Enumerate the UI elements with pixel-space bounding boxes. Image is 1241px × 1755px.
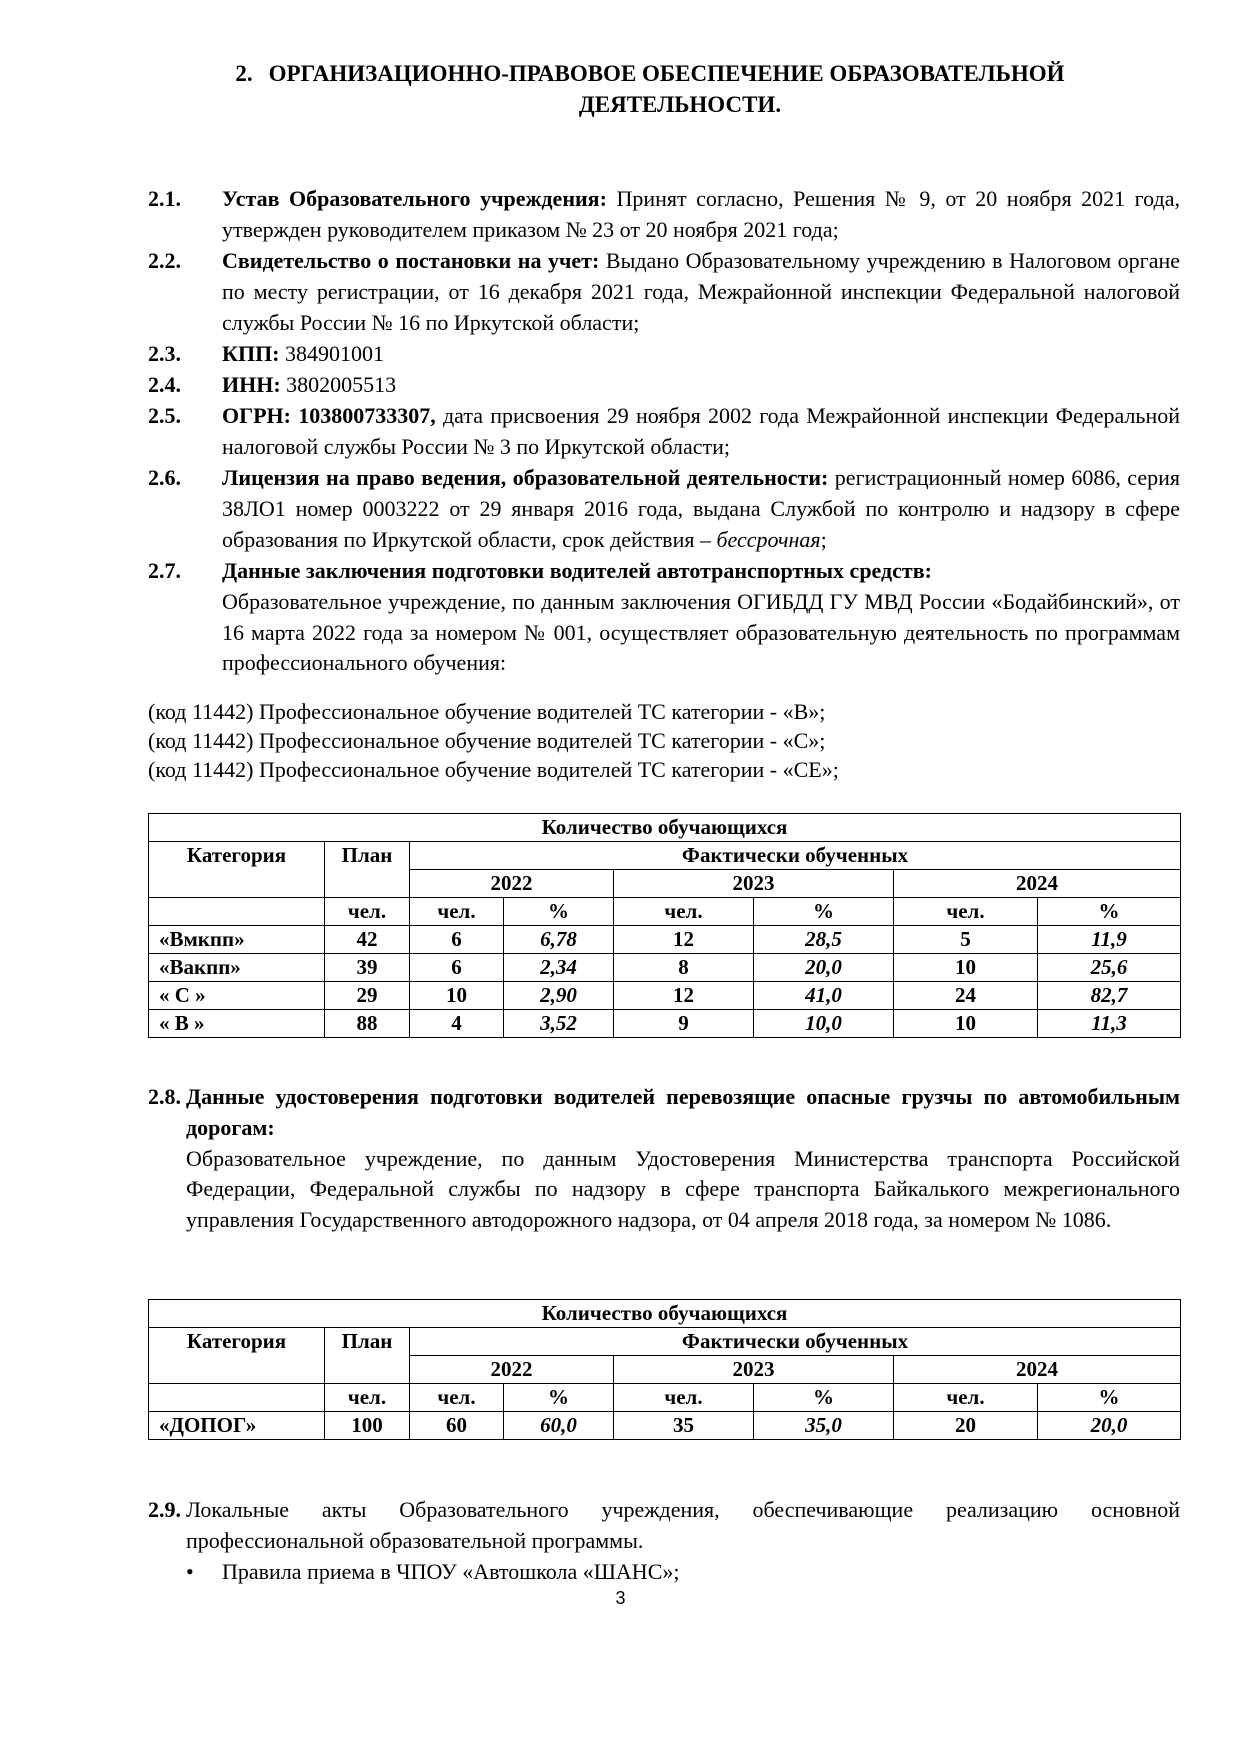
col-unit-people: чел. xyxy=(325,1384,410,1412)
cell-2023-people: 9 xyxy=(614,1010,754,1038)
cell-plan: 88 xyxy=(325,1010,410,1038)
item-label: ИНН: xyxy=(222,372,281,397)
list-item-text: Правила приема в ЧПОУ «Автошкола «ШАНС»; xyxy=(222,1559,680,1584)
item-text: Выдано Образовательному учреждению в Налоговом органе по месту регистрации, от 16 декабря 2021 года, Межрайонной инспекции Федеральной налоговой службы России № 16 по Иркутской области; xyxy=(222,248,1181,335)
cell-2022-percent: 2,90 xyxy=(504,982,614,1010)
item-italic: бессрочная xyxy=(716,526,821,552)
table-title: Количество обучающихся xyxy=(149,1300,1181,1328)
section-number: 2.9. xyxy=(148,1497,181,1522)
col-unit-percent: % xyxy=(504,898,614,926)
item-2-2 xyxy=(148,246,1180,338)
col-empty xyxy=(149,1384,325,1412)
col-year-2024: 2024 xyxy=(894,1356,1181,1384)
section-2-9 xyxy=(148,1495,1180,1557)
cell-2024-percent: 82,7 xyxy=(1038,982,1181,1010)
item-2-1 xyxy=(148,184,1180,246)
cell-plan: 100 xyxy=(325,1412,410,1440)
cell-2023-percent: 10,0 xyxy=(754,1010,894,1038)
cell-2024-percent: 11,3 xyxy=(1038,1010,1181,1038)
col-year-2022: 2022 xyxy=(410,1356,614,1384)
students-table-1 xyxy=(148,813,1181,1038)
item-2-4 xyxy=(148,370,1180,401)
item-number: 2.3. xyxy=(148,341,181,366)
col-plan: План xyxy=(325,842,410,898)
col-category: Категория xyxy=(149,842,325,898)
col-unit-percent: % xyxy=(754,898,894,926)
cell-plan: 39 xyxy=(325,954,410,982)
section-number: 2.8. xyxy=(148,1084,181,1109)
item-2-3 xyxy=(148,339,1180,370)
cell-plan: 29 xyxy=(325,982,410,1010)
heading-line1: ОРГАНИЗАЦИОННО-ПРАВОВОЕ ОБЕСПЕЧЕНИЕ ОБРАЗОВАТЕЛЬНОЙ xyxy=(268,61,1065,86)
col-plan: План xyxy=(325,1328,410,1384)
cell-2024-people: 5 xyxy=(894,926,1038,954)
item-2-7 xyxy=(148,556,1180,679)
col-year-2024: 2024 xyxy=(894,870,1181,898)
col-unit-percent: % xyxy=(1038,1384,1181,1412)
item-label: Лицензия на право ведения, образовательной деятельности: xyxy=(222,465,829,490)
cell-2022-people: 6 xyxy=(410,954,504,982)
cell-category: «Вмкпп» xyxy=(149,926,325,954)
heading-number: 2. xyxy=(235,61,253,86)
item-tail: ; xyxy=(820,526,827,552)
section-text: Образовательное учреждение, по данным Удостоверения Министерства транспорта Российской Федерации, Федеральной службы по надзору в сфере транспорта Байкалького межрегионального управления Государственного автодорожного надзора, от 04 апреля 2018 года, за номером № 1086. xyxy=(186,1145,1180,1233)
item-text: регистрационный номер 6086, серия 38ЛО1 номер 0003222 от 29 января 2016 года, выдана Службой по контролю и надзору в сфере образования по Иркутской области, срок действия – xyxy=(222,465,1180,552)
item-label: ОГРН: 103800733307, xyxy=(222,403,436,428)
table-row xyxy=(149,1010,1181,1038)
table-title: Количество обучающихся xyxy=(149,814,1181,842)
program-line: (код 11442) Профессиональное обучение водителей ТС категории - «СЕ»; xyxy=(148,757,839,782)
item-2-5 xyxy=(148,401,1180,463)
item-number: 2.6. xyxy=(148,465,181,490)
table-row xyxy=(149,954,1181,982)
col-unit-percent: % xyxy=(504,1384,614,1412)
cell-2022-people: 60 xyxy=(410,1412,504,1440)
col-unit-people: чел. xyxy=(614,1384,754,1412)
item-label: Свидетельство о постановки на учет: xyxy=(222,248,600,273)
col-year-2022: 2022 xyxy=(410,870,614,898)
cell-category: «ДОПОГ» xyxy=(149,1412,325,1440)
cell-2022-percent: 60,0 xyxy=(504,1412,614,1440)
item-text: 3802005513 xyxy=(280,372,397,397)
col-unit-people: чел. xyxy=(894,1384,1038,1412)
cell-2023-people: 8 xyxy=(614,954,754,982)
cell-2023-people: 35 xyxy=(614,1412,754,1440)
item-number: 2.7. xyxy=(148,558,181,583)
col-unit-people: чел. xyxy=(614,898,754,926)
cell-plan: 42 xyxy=(325,926,410,954)
program-line: (код 11442) Профессиональное обучение водителей ТС категории - «С»; xyxy=(148,728,826,753)
cell-category: « С » xyxy=(149,982,325,1010)
item-text: 384901001 xyxy=(279,341,385,366)
heading-line2: ДЕЯТЕЛЬНОСТИ. xyxy=(578,92,782,117)
cell-2024-percent: 25,6 xyxy=(1038,954,1181,982)
cell-2024-percent: 20,0 xyxy=(1038,1412,1181,1440)
section-heading xyxy=(150,58,1150,120)
cell-category: «Вакпп» xyxy=(149,954,325,982)
item-number: 2.5. xyxy=(148,403,181,428)
cell-2022-people: 4 xyxy=(410,1010,504,1038)
students-table-2 xyxy=(148,1299,1181,1440)
cell-2024-people: 24 xyxy=(894,982,1038,1010)
cell-2022-percent: 3,52 xyxy=(504,1010,614,1038)
col-actual: Фактически обученных xyxy=(410,1328,1181,1356)
cell-2022-percent: 2,34 xyxy=(504,954,614,982)
cell-category: « В » xyxy=(149,1010,325,1038)
cell-2023-people: 12 xyxy=(614,982,754,1010)
program-line: (код 11442) Профессиональное обучение водителей ТС категории - «В»; xyxy=(148,699,826,724)
table-row xyxy=(149,982,1181,1010)
bullet-icon: • xyxy=(186,1559,194,1584)
list-item xyxy=(186,1557,679,1587)
col-unit-percent: % xyxy=(1038,898,1181,926)
item-text: Принят согласно, Решения № 9, от 20 ноября 2021 года, утвержден руководителем приказом № 23 от 20 ноября 2021 года; xyxy=(222,186,1180,242)
col-empty xyxy=(149,898,325,926)
item-text: дата присвоения 29 ноября 2002 года Межрайонной инспекции Федеральной налоговой службы России № 3 по Иркутской области; xyxy=(222,403,1180,459)
cell-2023-percent: 20,0 xyxy=(754,954,894,982)
table-row xyxy=(149,1412,1181,1440)
item-2-6 xyxy=(148,463,1180,555)
item-number: 2.2. xyxy=(148,248,181,273)
item-text: Образовательное учреждение, по данным заключения ОГИБДД ГУ МВД России «Бодайбинский», от 16 марта 2022 года за номером № 001, осуществляет образовательную деятельность по программам профессионального обучения: xyxy=(222,588,1180,676)
cell-2023-percent: 41,0 xyxy=(754,982,894,1010)
cell-2023-percent: 35,0 xyxy=(754,1412,894,1440)
item-number: 2.1. xyxy=(148,186,181,211)
col-unit-percent: % xyxy=(754,1384,894,1412)
col-year-2023: 2023 xyxy=(614,870,894,898)
col-unit-people: чел. xyxy=(410,898,504,926)
col-unit-people: чел. xyxy=(325,898,410,926)
table-row xyxy=(149,926,1181,954)
cell-2024-people: 20 xyxy=(894,1412,1038,1440)
col-year-2023: 2023 xyxy=(614,1356,894,1384)
section-2-8 xyxy=(148,1082,1180,1236)
item-label: Данные заключения подготовки водителей автотранспортных средств: xyxy=(222,558,932,583)
section-label: Данные удостоверения подготовки водителей перевозящие опасные грузчы по автомобильным дорогам: xyxy=(186,1084,1180,1140)
col-category: Категория xyxy=(149,1328,325,1384)
item-number: 2.4. xyxy=(148,372,181,397)
col-unit-people: чел. xyxy=(410,1384,504,1412)
cell-2023-percent: 28,5 xyxy=(754,926,894,954)
cell-2022-percent: 6,78 xyxy=(504,926,614,954)
section-text: Локальные акты Образовательного учреждения, обеспечивающие реализацию основной профессиональной образовательной программы. xyxy=(186,1497,1180,1553)
cell-2024-percent: 11,9 xyxy=(1038,926,1181,954)
cell-2024-people: 10 xyxy=(894,954,1038,982)
col-unit-people: чел. xyxy=(894,898,1038,926)
cell-2022-people: 6 xyxy=(410,926,504,954)
col-actual: Фактически обученных xyxy=(410,842,1181,870)
cell-2022-people: 10 xyxy=(410,982,504,1010)
item-label: КПП: xyxy=(222,341,280,366)
cell-2024-people: 10 xyxy=(894,1010,1038,1038)
item-label: Устав Образовательного учреждения: xyxy=(222,186,607,211)
cell-2023-people: 12 xyxy=(614,926,754,954)
page-number: 3 xyxy=(615,1588,626,1608)
